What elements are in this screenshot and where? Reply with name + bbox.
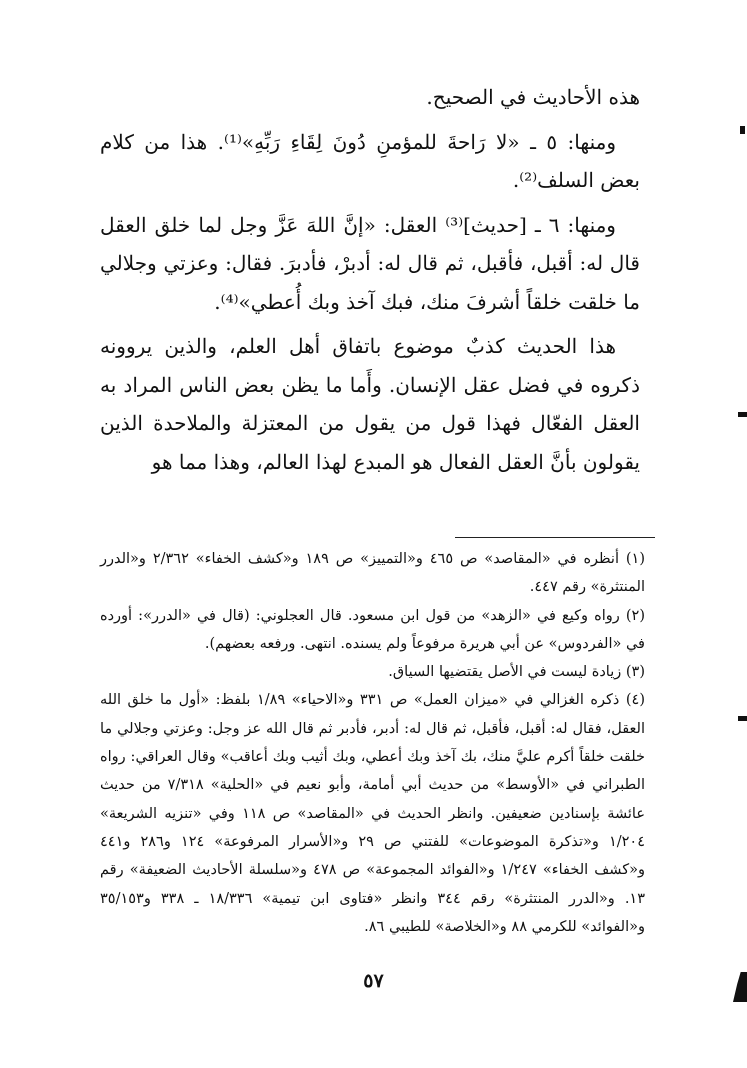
main-paragraph-hadith-6: ومنها: ٦ ـ [حديث]⁽³⁾ العقل: «إنَّ اللهَ عَزَّ وجل لما خلق العقل قال له: أقبل، فأقبل، ثم قال له: أدبرْ، فأدبرَ. فقال: وعزتي وجلالي ما خلقت خلقاً أشرفَ منك، فبك آخذ وبك أُعطي»⁽⁴⁾. xyxy=(100,212,640,314)
main-paragraph-commentary: هذا الحديث كذبٌ موضوع باتفاق أهل العلم، والذين يروونه ذكروه في فضل عقل الإنسان. وأَما ما يظن بعض الناس المراد به العقل الفعّال فهذا قول من يقول من المعتزلة والملاحدة الذين يقولون بأنَّ العقل الفعال هو المبدع لهذا العالم، وهذا مما هو xyxy=(100,334,640,474)
footnote-2: (٢) رواه وكيع في «الزهد» من قول ابن مسعود. قال العجلوني: (قال في «الدرر»: أورده في «الفردوس» عن أبي هريرة مرفوعاً ولم يسنده. انتهى. ورفعه بعضهم). xyxy=(100,607,645,652)
main-paragraph-hadith-5: ومنها: ٥ ـ «لا رَاحةَ للمؤمنِ دُونَ لِقَاءِ رَبِّهِ»⁽¹⁾. هذا من كلام بعض السلف⁽²⁾. xyxy=(100,129,640,192)
scan-edge-mark xyxy=(740,126,745,134)
footnotes xyxy=(100,545,645,941)
scan-edge-mark xyxy=(738,716,747,721)
footnote-4: (٤) ذكره الغزالي في «ميزان العمل» ص ٣٣١ و«الاحياء» ١/٨٩ بلفظ: «أول ما خلق الله العقل، فقال له: أقبل، فأقبل، ثم قال له: أدبر، فأدبر ثم قال الله عز وجل: وعزتي وجلالي ما خلقت خلقاً أكرم عليَّ منك، بك آخذ وبك أعطي، وبك أثيب وبك أعاقب» وقال العراقي: رواه الطبراني في «الأوسط» من حديث أبي أمامة، وأبو نعيم في «الحلية» ٧/٣١٨ من حديث عائشة بإسنادين ضعيفين. وانظر الحديث في «المقاصد» ص ١١٨ وفي «تنزيه الشريعة» ١/٢٠٤ و«تذكرة الموضوعات» للفتني ص ٢٩ و«الأسرار المرفوعة» ١٢٤ و٢٨٦ و٤٤١ و«كشف الخفاء» ١/٢٤٧ و«الفوائد المجموعة» ص ٤٧٨ و«سلسلة الأحاديث الضعيفة» رقم ١٣. و«الدرر المنتثرة» رقم ٣٤٤ وانظر «فتاوى ابن تيمية» ١٨/٣٣٦ ـ ٣٣٨ و٣٥/١٥٣ و«الفوائد» للكرمي ٨٨ و«الخلاصة» للطيبي ٨٦. xyxy=(100,692,646,935)
page-number: ٥٧ xyxy=(363,970,384,992)
main-line-1: هذه الأحاديث في الصحيح. xyxy=(426,85,640,109)
footnote-separator xyxy=(455,537,655,538)
scan-edge-mark xyxy=(738,412,747,417)
main-text xyxy=(100,78,640,487)
footnote-3: (٣) زيادة ليست في الأصل يقتضيها السياق. xyxy=(388,664,645,681)
footnote-1: (١) أنظره في «المقاصد» ص ٤٦٥ و«التمييز» ص ١٨٩ و«كشف الخفاء» ٢/٣٦٢ و«الدرر المنتثرة» رقم ٤٤٧. xyxy=(100,551,646,596)
